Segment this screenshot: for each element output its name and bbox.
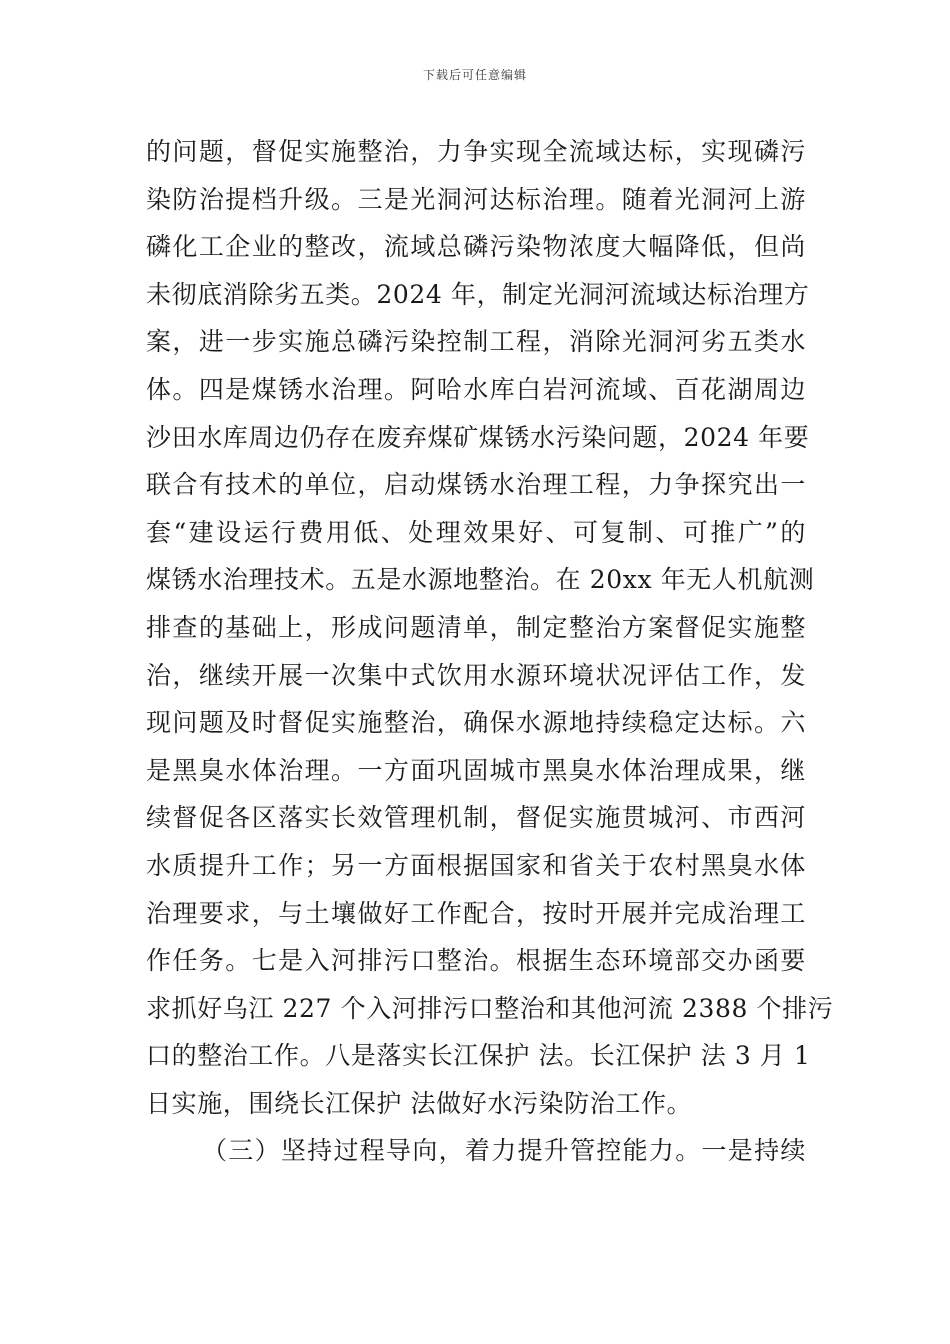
text-line: 磷化工企业的整改，流域总磷污染物浓度大幅降低，但尚 <box>146 232 806 262</box>
text-line: 现问题及时督促实施整治，确保水源地持续稳定达标。六 <box>146 708 806 738</box>
text-line: 案，进一步实施总磷污染控制工程，消除光洞河劣五类水 <box>146 327 806 357</box>
text-line: 沙田水库周边仍存在废弃煤矿煤锈水污染问题，2024 年要 <box>146 422 810 452</box>
body-text <box>146 128 834 1175</box>
text-line: 体。四是煤锈水治理。阿哈水库白岩河流域、百花湖周边 <box>146 374 806 404</box>
text-line: 是黑臭水体治理。一方面巩固城市黑臭水体治理成果，继 <box>146 755 806 785</box>
text-line: 治，继续开展一次集中式饮用水源环境状况评估工作，发 <box>146 660 806 690</box>
text-line: 的问题，督促实施整治，力争实现全流域达标，实现磷污 <box>146 137 806 166</box>
text-line: 水质提升工作；另一方面根据国家和省关于农村黑臭水体 <box>146 850 806 880</box>
text-line: 套“建设运行费用低、处理效果好、可复制、可推广”的 <box>146 517 806 547</box>
text-line: 染防治提档升级。三是光洞河达标治理。随着光洞河上游 <box>146 184 806 214</box>
text-line: 口的整治工作。八是落实长江保护 法。长江保护 法 3 月 1 <box>146 1041 811 1071</box>
page-header: 下载后可任意编辑 <box>422 68 527 82</box>
text-line: 未彻底消除劣五类。2024 年，制定光洞河流域达标治理方 <box>146 279 810 309</box>
paragraph-start-line: （三）坚持过程导向，着力提升管控能力。一是持续 <box>202 1136 806 1166</box>
text-line: 治理要求，与土壤做好工作配合，按时开展并完成治理工 <box>146 898 806 928</box>
text-line: 排查的基础上，形成问题清单，制定整治方案督促实施整 <box>146 612 806 642</box>
text-line: 求抓好乌江 227 个入河排污口整治和其他河流 2388 个排污 <box>146 993 834 1023</box>
text-line: 日实施，围绕长江保护 法做好水污染防治工作。 <box>146 1088 693 1118</box>
text-line: 续督促各区落实长效管理机制，督促实施贯城河、市西河 <box>146 803 806 833</box>
text-line: 作任务。七是入河排污口整治。根据生态环境部交办函要 <box>146 946 806 976</box>
text-line: 联合有技术的单位，启动煤锈水治理工程，力争探究出一 <box>146 470 806 500</box>
text-line: 煤锈水治理技术。五是水源地整治。在 20xx 年无人机航测 <box>146 565 815 595</box>
